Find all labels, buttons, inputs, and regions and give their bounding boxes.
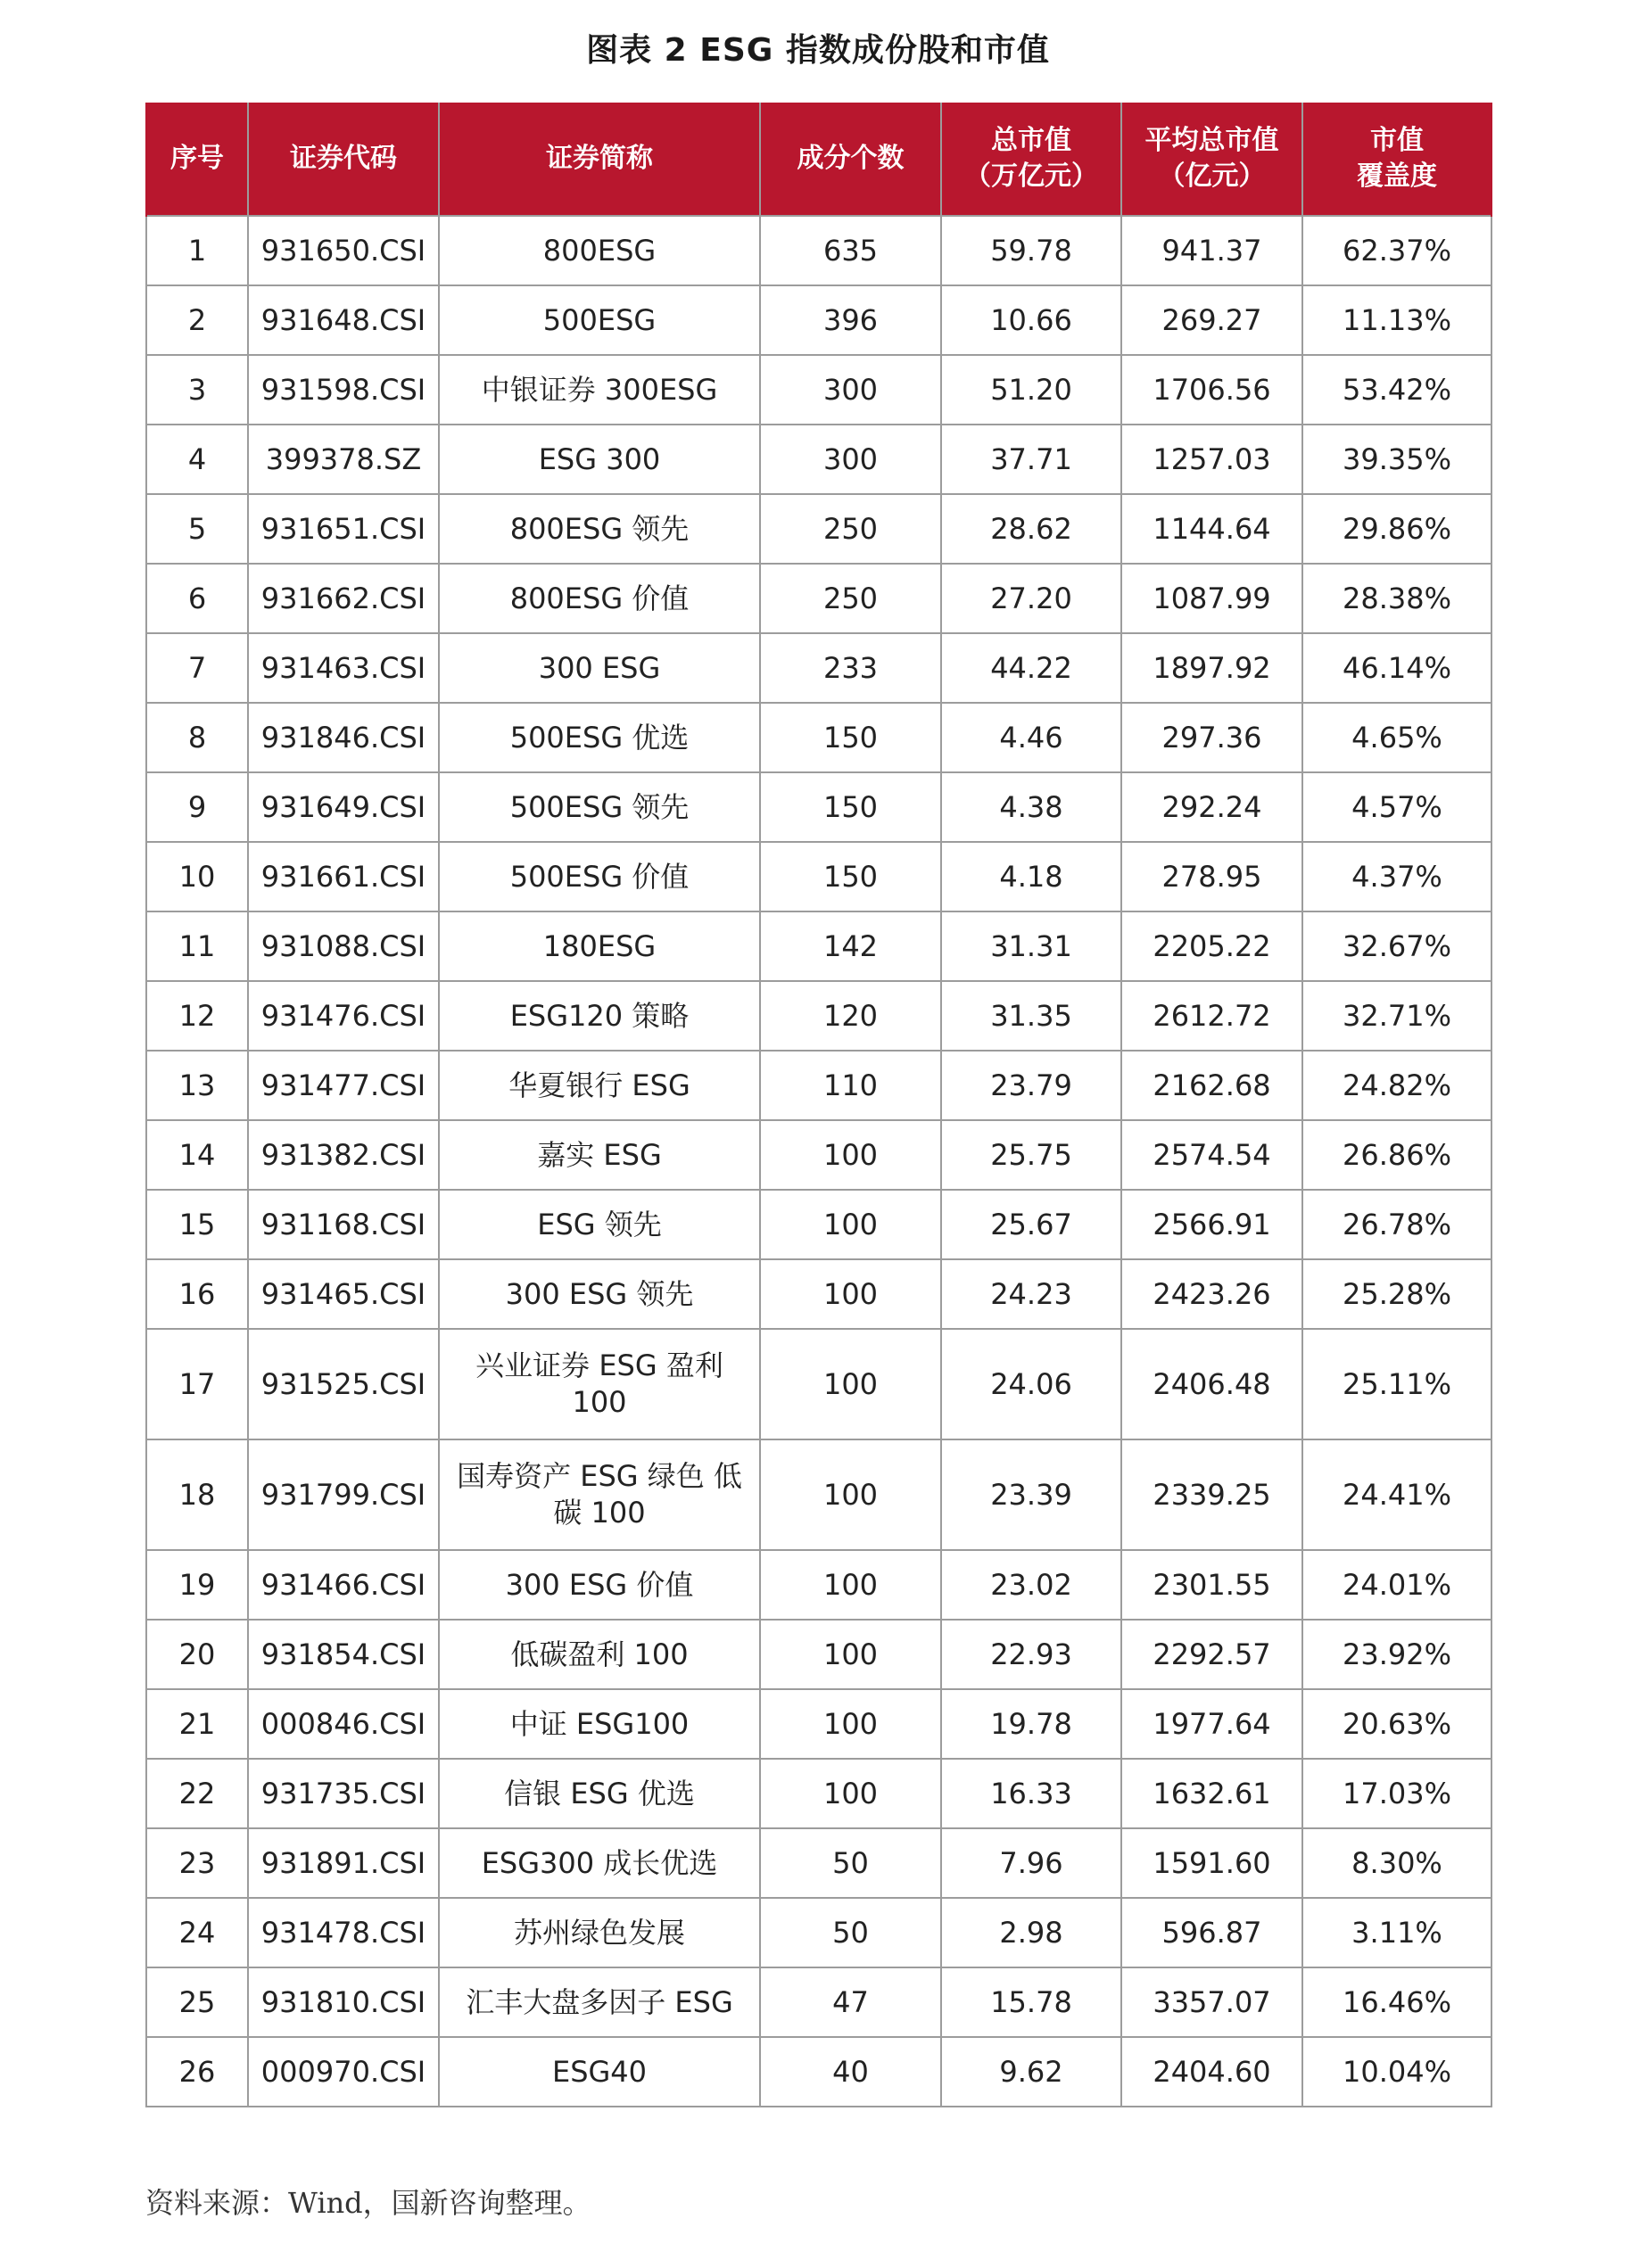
cell-name: 信银 ESG 优选	[439, 1759, 760, 1828]
cell-code: 000846.CSI	[248, 1689, 439, 1759]
table-title: 图表 2 ESG 指数成份股和市值	[586, 32, 1050, 69]
cell-code: 931735.CSI	[248, 1759, 439, 1828]
cell-code: 931463.CSI	[248, 633, 439, 703]
cell-seq: 16	[146, 1259, 248, 1329]
cell-count: 635	[760, 216, 941, 285]
cell-count: 150	[760, 842, 941, 911]
cell-code: 931466.CSI	[248, 1550, 439, 1620]
cell-seq: 8	[146, 703, 248, 772]
cell-avg-cap: 1632.61	[1121, 1759, 1302, 1828]
cell-name: 苏州绿色发展	[439, 1898, 760, 1967]
cell-avg-cap: 2423.26	[1121, 1259, 1302, 1329]
cell-name: 300 ESG	[439, 633, 760, 703]
cell-total-cap: 9.62	[941, 2037, 1121, 2107]
cell-seq: 25	[146, 1967, 248, 2037]
cell-name: 800ESG 价值	[439, 564, 760, 633]
cell-count: 142	[760, 911, 941, 981]
cell-name: 500ESG	[439, 285, 760, 355]
cell-total-cap: 59.78	[941, 216, 1121, 285]
cell-total-cap: 23.02	[941, 1550, 1121, 1620]
table-row	[146, 1120, 1491, 1190]
cell-count: 250	[760, 564, 941, 633]
cell-code: 931799.CSI	[248, 1439, 439, 1550]
header-col-avg-cap: 平均总市值 （亿元）	[1121, 103, 1302, 216]
cell-count: 50	[760, 1828, 941, 1898]
cell-avg-cap: 2566.91	[1121, 1190, 1302, 1259]
table-body	[146, 216, 1491, 2107]
cell-name: ESG120 策略	[439, 981, 760, 1051]
table-row	[146, 1689, 1491, 1759]
cell-avg-cap: 2301.55	[1121, 1550, 1302, 1620]
cell-code: 931661.CSI	[248, 842, 439, 911]
cell-coverage: 11.13%	[1302, 285, 1491, 355]
cell-coverage: 4.65%	[1302, 703, 1491, 772]
cell-name: 中银证券 300ESG	[439, 355, 760, 425]
cell-total-cap: 28.62	[941, 494, 1121, 564]
cell-avg-cap: 2162.68	[1121, 1051, 1302, 1120]
cell-total-cap: 4.18	[941, 842, 1121, 911]
cell-total-cap: 27.20	[941, 564, 1121, 633]
cell-code: 931598.CSI	[248, 355, 439, 425]
cell-coverage: 32.71%	[1302, 981, 1491, 1051]
cell-avg-cap: 1977.64	[1121, 1689, 1302, 1759]
cell-coverage: 4.37%	[1302, 842, 1491, 911]
cell-coverage: 20.63%	[1302, 1689, 1491, 1759]
cell-code: 931662.CSI	[248, 564, 439, 633]
cell-code: 931650.CSI	[248, 216, 439, 285]
table-row	[146, 1329, 1491, 1439]
cell-code: 931478.CSI	[248, 1898, 439, 1967]
esg-index-table	[145, 103, 1492, 2107]
cell-name: ESG40	[439, 2037, 760, 2107]
cell-seq: 20	[146, 1620, 248, 1689]
table-row	[146, 285, 1491, 355]
cell-count: 100	[760, 1259, 941, 1329]
cell-count: 50	[760, 1898, 941, 1967]
cell-seq: 24	[146, 1898, 248, 1967]
cell-name: 500ESG 优选	[439, 703, 760, 772]
cell-avg-cap: 278.95	[1121, 842, 1302, 911]
cell-coverage: 25.11%	[1302, 1329, 1491, 1439]
cell-coverage: 17.03%	[1302, 1759, 1491, 1828]
cell-seq: 1	[146, 216, 248, 285]
cell-name: 500ESG 领先	[439, 772, 760, 842]
cell-code: 931382.CSI	[248, 1120, 439, 1190]
table-row	[146, 1759, 1491, 1828]
cell-coverage: 24.01%	[1302, 1550, 1491, 1620]
table-row	[146, 1051, 1491, 1120]
cell-avg-cap: 3357.07	[1121, 1967, 1302, 2037]
cell-count: 100	[760, 1689, 941, 1759]
table-row	[146, 772, 1491, 842]
cell-avg-cap: 2404.60	[1121, 2037, 1302, 2107]
cell-total-cap: 44.22	[941, 633, 1121, 703]
table-row	[146, 1190, 1491, 1259]
table-row	[146, 703, 1491, 772]
cell-name: ESG 领先	[439, 1190, 760, 1259]
table-row	[146, 425, 1491, 494]
cell-code: 000970.CSI	[248, 2037, 439, 2107]
cell-seq: 15	[146, 1190, 248, 1259]
cell-coverage: 10.04%	[1302, 2037, 1491, 2107]
header-col-coverage: 市值 覆盖度	[1302, 103, 1491, 216]
cell-seq: 7	[146, 633, 248, 703]
cell-count: 100	[760, 1329, 941, 1439]
table-row	[146, 564, 1491, 633]
table-row	[146, 1439, 1491, 1550]
cell-coverage: 24.82%	[1302, 1051, 1491, 1120]
cell-code: 931525.CSI	[248, 1329, 439, 1439]
cell-coverage: 25.28%	[1302, 1259, 1491, 1329]
cell-total-cap: 2.98	[941, 1898, 1121, 1967]
cell-avg-cap: 2205.22	[1121, 911, 1302, 981]
cell-coverage: 28.38%	[1302, 564, 1491, 633]
cell-code: 931810.CSI	[248, 1967, 439, 2037]
cell-avg-cap: 1591.60	[1121, 1828, 1302, 1898]
cell-count: 100	[760, 1759, 941, 1828]
cell-coverage: 26.86%	[1302, 1120, 1491, 1190]
cell-code: 931649.CSI	[248, 772, 439, 842]
cell-count: 150	[760, 772, 941, 842]
cell-count: 233	[760, 633, 941, 703]
cell-avg-cap: 292.24	[1121, 772, 1302, 842]
cell-seq: 19	[146, 1550, 248, 1620]
cell-name: 800ESG	[439, 216, 760, 285]
cell-total-cap: 23.79	[941, 1051, 1121, 1120]
cell-seq: 22	[146, 1759, 248, 1828]
cell-code: 931168.CSI	[248, 1190, 439, 1259]
table-row	[146, 1828, 1491, 1898]
header-col-code: 证券代码	[248, 103, 439, 216]
table-row	[146, 842, 1491, 911]
cell-count: 40	[760, 2037, 941, 2107]
cell-name: 华夏银行 ESG	[439, 1051, 760, 1120]
cell-avg-cap: 2612.72	[1121, 981, 1302, 1051]
cell-count: 47	[760, 1967, 941, 2037]
cell-seq: 6	[146, 564, 248, 633]
cell-count: 250	[760, 494, 941, 564]
header-col-total-cap: 总市值 （万亿元）	[941, 103, 1121, 216]
cell-coverage: 46.14%	[1302, 633, 1491, 703]
table-row	[146, 1967, 1491, 2037]
cell-name: ESG300 成长优选	[439, 1828, 760, 1898]
cell-count: 100	[760, 1550, 941, 1620]
cell-coverage: 26.78%	[1302, 1190, 1491, 1259]
cell-total-cap: 37.71	[941, 425, 1121, 494]
table-row	[146, 1898, 1491, 1967]
cell-avg-cap: 1897.92	[1121, 633, 1302, 703]
table-row	[146, 633, 1491, 703]
cell-avg-cap: 596.87	[1121, 1898, 1302, 1967]
cell-avg-cap: 1087.99	[1121, 564, 1302, 633]
cell-name: 兴业证券 ESG 盈利 100	[439, 1329, 760, 1439]
table-row	[146, 494, 1491, 564]
cell-total-cap: 7.96	[941, 1828, 1121, 1898]
table-row	[146, 2037, 1491, 2107]
cell-avg-cap: 2292.57	[1121, 1620, 1302, 1689]
cell-code: 931846.CSI	[248, 703, 439, 772]
cell-seq: 4	[146, 425, 248, 494]
cell-coverage: 8.30%	[1302, 1828, 1491, 1898]
cell-seq: 11	[146, 911, 248, 981]
table-row	[146, 216, 1491, 285]
cell-count: 150	[760, 703, 941, 772]
cell-code: 931088.CSI	[248, 911, 439, 981]
header-col-seq: 序号	[146, 103, 248, 216]
cell-total-cap: 4.38	[941, 772, 1121, 842]
cell-total-cap: 10.66	[941, 285, 1121, 355]
cell-avg-cap: 2406.48	[1121, 1329, 1302, 1439]
cell-total-cap: 4.46	[941, 703, 1121, 772]
cell-coverage: 23.92%	[1302, 1620, 1491, 1689]
cell-total-cap: 31.31	[941, 911, 1121, 981]
cell-avg-cap: 1706.56	[1121, 355, 1302, 425]
cell-coverage: 4.57%	[1302, 772, 1491, 842]
cell-code: 931854.CSI	[248, 1620, 439, 1689]
cell-name: 300 ESG 价值	[439, 1550, 760, 1620]
header-col-name: 证券简称	[439, 103, 760, 216]
cell-name: 中证 ESG100	[439, 1689, 760, 1759]
cell-coverage: 39.35%	[1302, 425, 1491, 494]
cell-total-cap: 22.93	[941, 1620, 1121, 1689]
cell-seq: 13	[146, 1051, 248, 1120]
cell-seq: 17	[146, 1329, 248, 1439]
cell-avg-cap: 1144.64	[1121, 494, 1302, 564]
cell-total-cap: 24.06	[941, 1329, 1121, 1439]
cell-seq: 9	[146, 772, 248, 842]
header-col-count: 成分个数	[760, 103, 941, 216]
cell-coverage: 29.86%	[1302, 494, 1491, 564]
source-note: 资料来源：Wind，国新咨询整理。	[145, 2186, 591, 2220]
cell-coverage: 62.37%	[1302, 216, 1491, 285]
cell-code: 931477.CSI	[248, 1051, 439, 1120]
cell-avg-cap: 297.36	[1121, 703, 1302, 772]
cell-total-cap: 24.23	[941, 1259, 1121, 1329]
cell-avg-cap: 941.37	[1121, 216, 1302, 285]
cell-name: 500ESG 价值	[439, 842, 760, 911]
cell-count: 300	[760, 355, 941, 425]
table-row	[146, 1259, 1491, 1329]
cell-seq: 10	[146, 842, 248, 911]
cell-coverage: 24.41%	[1302, 1439, 1491, 1550]
cell-name: 300 ESG 领先	[439, 1259, 760, 1329]
cell-count: 300	[760, 425, 941, 494]
cell-avg-cap: 1257.03	[1121, 425, 1302, 494]
cell-count: 100	[760, 1120, 941, 1190]
cell-seq: 3	[146, 355, 248, 425]
table-row	[146, 1620, 1491, 1689]
cell-avg-cap: 2339.25	[1121, 1439, 1302, 1550]
cell-code: 931651.CSI	[248, 494, 439, 564]
cell-seq: 2	[146, 285, 248, 355]
cell-count: 100	[760, 1620, 941, 1689]
cell-seq: 23	[146, 1828, 248, 1898]
cell-total-cap: 19.78	[941, 1689, 1121, 1759]
cell-name: 国寿资产 ESG 绿色 低碳 100	[439, 1439, 760, 1550]
cell-avg-cap: 269.27	[1121, 285, 1302, 355]
cell-count: 100	[760, 1190, 941, 1259]
cell-seq: 26	[146, 2037, 248, 2107]
cell-name: 低碳盈利 100	[439, 1620, 760, 1689]
cell-code: 931891.CSI	[248, 1828, 439, 1898]
cell-seq: 14	[146, 1120, 248, 1190]
cell-seq: 12	[146, 981, 248, 1051]
cell-coverage: 53.42%	[1302, 355, 1491, 425]
table-row	[146, 981, 1491, 1051]
cell-total-cap: 15.78	[941, 1967, 1121, 2037]
cell-name: 180ESG	[439, 911, 760, 981]
cell-count: 110	[760, 1051, 941, 1120]
cell-total-cap: 25.67	[941, 1190, 1121, 1259]
cell-count: 100	[760, 1439, 941, 1550]
table-row	[146, 355, 1491, 425]
cell-count: 120	[760, 981, 941, 1051]
cell-code: 931465.CSI	[248, 1259, 439, 1329]
cell-seq: 18	[146, 1439, 248, 1550]
cell-code: 931648.CSI	[248, 285, 439, 355]
cell-name: ESG 300	[439, 425, 760, 494]
cell-count: 396	[760, 285, 941, 355]
cell-code: 399378.SZ	[248, 425, 439, 494]
cell-coverage: 3.11%	[1302, 1898, 1491, 1967]
cell-total-cap: 16.33	[941, 1759, 1121, 1828]
table-header-row	[146, 103, 1491, 216]
cell-code: 931476.CSI	[248, 981, 439, 1051]
cell-coverage: 16.46%	[1302, 1967, 1491, 2037]
table-row	[146, 911, 1491, 981]
cell-total-cap: 25.75	[941, 1120, 1121, 1190]
cell-seq: 21	[146, 1689, 248, 1759]
table-row	[146, 1550, 1491, 1620]
cell-total-cap: 31.35	[941, 981, 1121, 1051]
cell-name: 嘉实 ESG	[439, 1120, 760, 1190]
cell-total-cap: 23.39	[941, 1439, 1121, 1550]
cell-total-cap: 51.20	[941, 355, 1121, 425]
cell-avg-cap: 2574.54	[1121, 1120, 1302, 1190]
cell-name: 汇丰大盘多因子 ESG	[439, 1967, 760, 2037]
cell-name: 800ESG 领先	[439, 494, 760, 564]
cell-coverage: 32.67%	[1302, 911, 1491, 981]
cell-seq: 5	[146, 494, 248, 564]
